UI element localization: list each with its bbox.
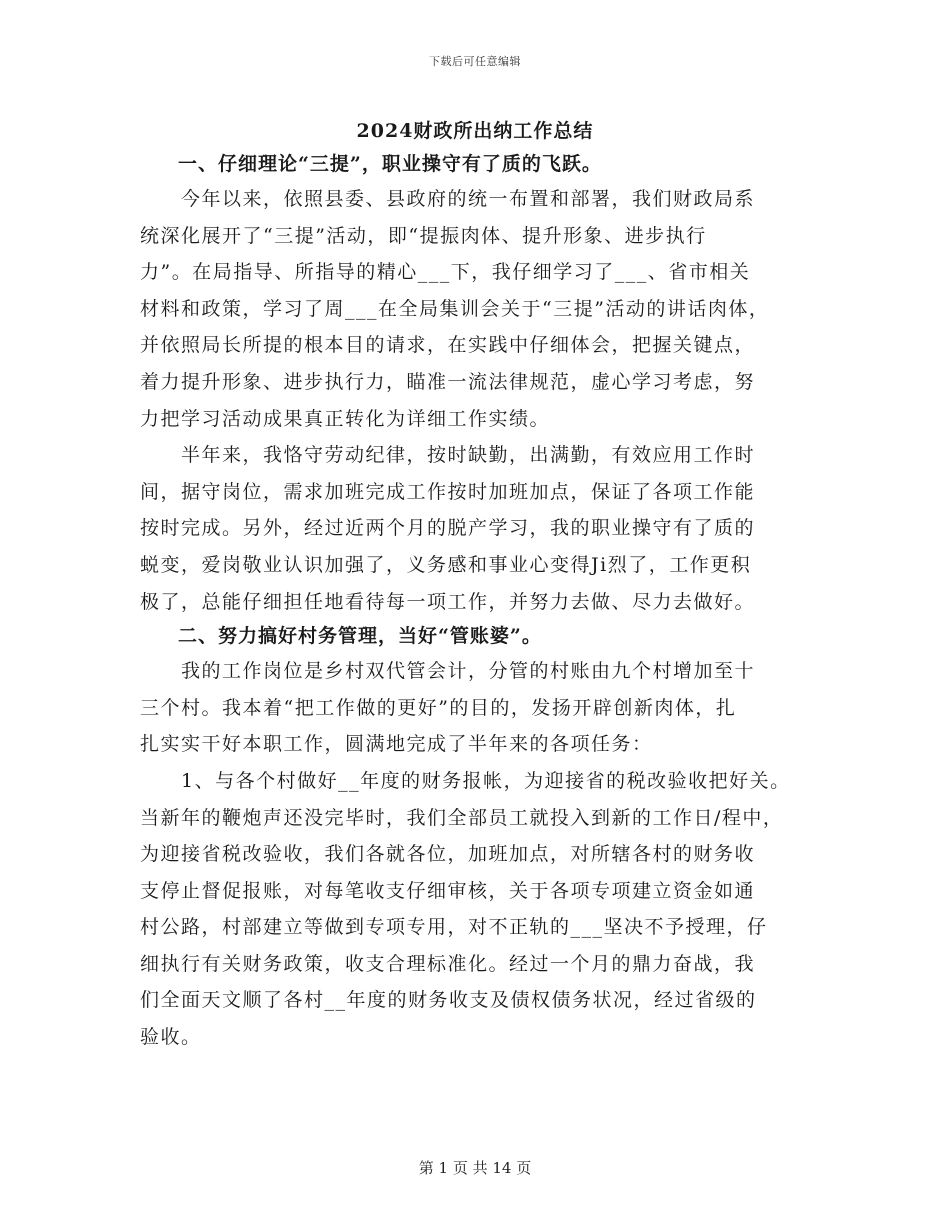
section-1-heading: 一、仔细理论“三提”，职业操守有了质的飞跃。 (178, 153, 602, 175)
section-1-paragraph-2 (140, 437, 830, 620)
text-line: 间，据守岗位，需求加班完成工作按时加班加点，保证了各项工作能 (140, 480, 756, 503)
section-2-paragraph-2 (140, 763, 830, 1056)
text-line: 们全面天文顺了各村__年度的财务收支及债权债务状况，经过省级的 (140, 989, 757, 1012)
text-line: 三个村。我本着“把工作做的更好”的目的，发扬开辟创新肉体，扎 (140, 696, 737, 719)
text-line: 按时完成。另外，经过近两个月的脱产学习，我的职业操守有了质的 (140, 517, 756, 540)
text-line: 并依照局长所提的根本目的请求，在实践中仔细体会，把握关键点， (140, 334, 756, 357)
text-line: 极了，总能仔细担任地看待每一项工作，并努力去做、尽力去做好。 (140, 590, 756, 613)
section-2-paragraph-1 (140, 653, 830, 763)
text-line: 今年以来，依照县委、县政府的统一布置和部署，我们财政局系 (140, 188, 756, 210)
text-line: 力把学习活动成果真正转化为详细工作实绩。 (140, 407, 551, 430)
text-line: 统深化展开了“三提”活动，即“提振肉体、提升形象、进步执行 (140, 224, 707, 247)
text-line: 着力提升形象、进步执行力，瞄准一流法律规范，虚心学习考虑，努 (140, 370, 756, 393)
text-line: 材料和政策，学习了周___在全局集训会关于“三提”活动的讲话肉体， (140, 297, 770, 320)
text-line: 验收。 (140, 1026, 202, 1049)
text-line: 蜕变，爱岗敬业认识加强了，义务感和事业心变得Ji烈了，工作更积 (140, 553, 752, 576)
text-line: 扎实实干好本职工作，圆满地完成了半年来的各项任务： (140, 733, 653, 756)
text-line: 半年来，我恪守劳动纪律，按时缺勤，出满勤，有效应用工作时 (140, 444, 756, 467)
text-line: 细执行有关财务政策，收支合理标准化。经过一个月的鼎力奋战，我 (140, 952, 756, 975)
document-title: 2024财政所出纳工作总结 (356, 120, 594, 142)
text-line: 村公路，村部建立等做到专项专用，对不正轨的___坚决不予授理，仔 (140, 916, 768, 939)
section-1-paragraph-1 (140, 181, 830, 437)
text-line: 力”。在局指导、所指导的精心___下，我仔细学习了___、省市相关 (140, 261, 751, 284)
document-body (140, 148, 830, 1056)
text-line: 支停止督促报账，对每笔收支仔细审核，关于各项专项建立资金如通 (140, 879, 756, 902)
text-line: 1、与各个村做好__年度的财务报帐，为迎接省的税改验收把好关。 (140, 769, 791, 792)
section-2-heading: 二、努力搞好村务管理，当好“管账婆”。 (178, 625, 542, 648)
text-line: 我的工作岗位是乡村双代管会计，分管的村账由九个村增加至十 (140, 660, 756, 683)
text-line: 为迎接省税改验收，我们各就各位，加班加点，对所辖各村的财务收 (140, 843, 756, 866)
page-number-footer: 第 1 页 共 14 页 (418, 1159, 532, 1177)
text-line: 当新年的鞭炮声还没完毕时，我们全部员工就投入到新的工作日/程中， (140, 806, 784, 829)
header-note: 下载后可任意编辑 (429, 55, 521, 68)
